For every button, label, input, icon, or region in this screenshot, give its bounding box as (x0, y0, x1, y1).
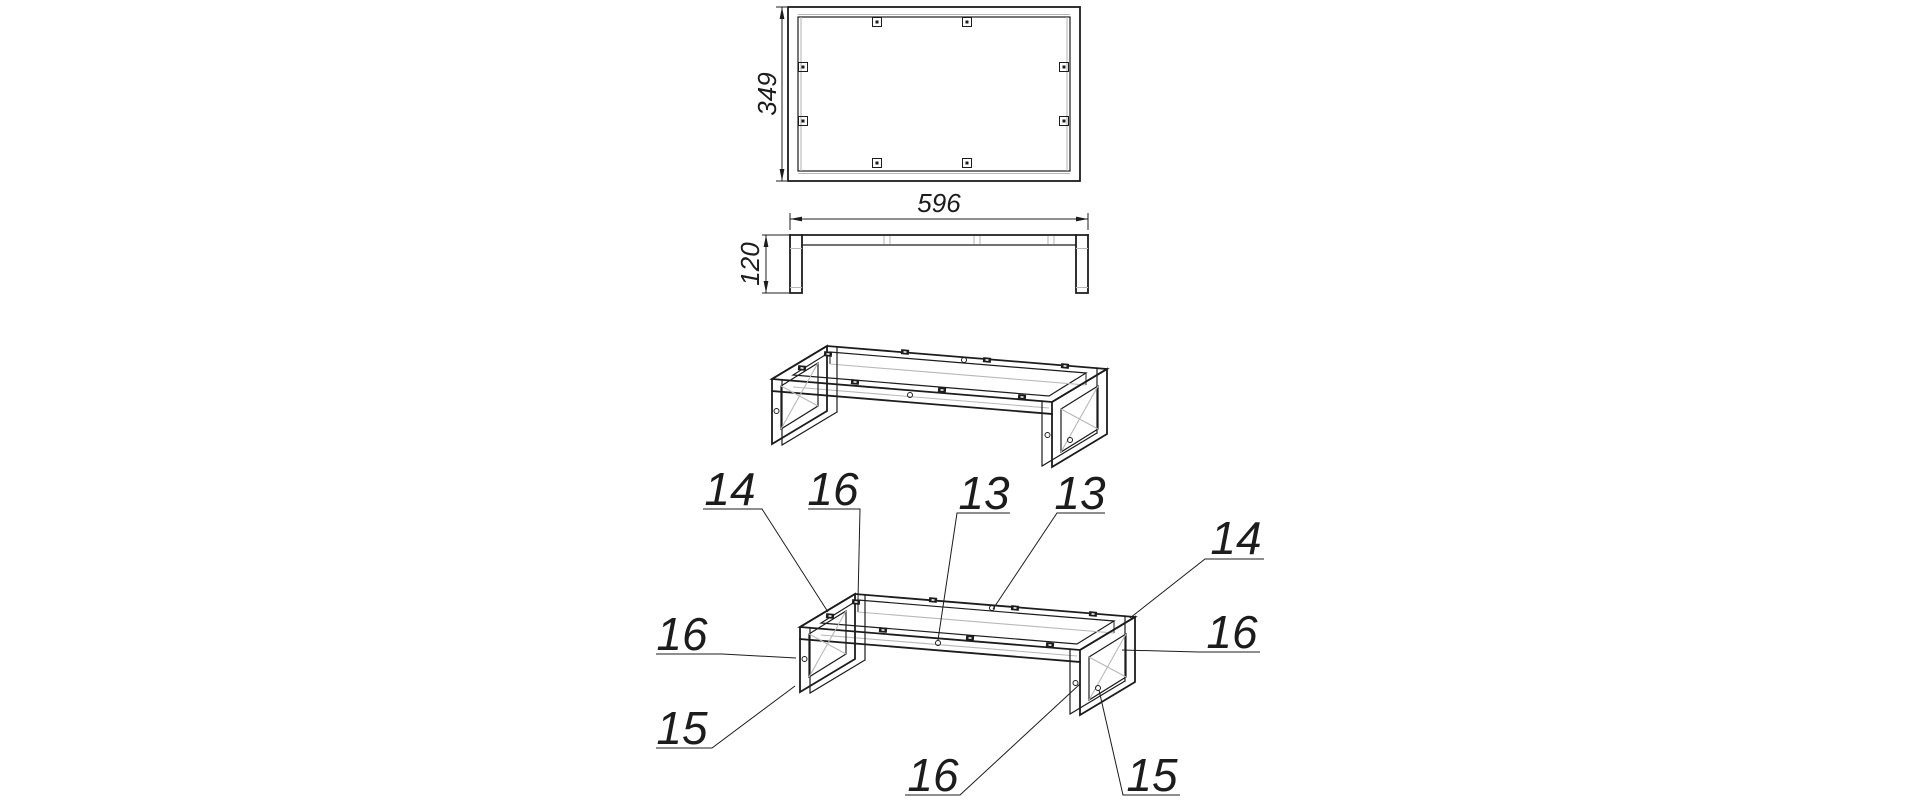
fastener-mark (826, 613, 834, 619)
fastener-mark (873, 159, 882, 168)
callout-15-bottom-right (1099, 690, 1180, 801)
fastener-mark (1046, 642, 1054, 648)
part-callouts (656, 463, 1264, 801)
fastener-mark (963, 159, 972, 168)
leader-line (993, 513, 1105, 609)
dimension-width-596 (790, 188, 1088, 230)
iso-top-face-outer (800, 594, 1135, 650)
part-number: 16 (807, 463, 859, 515)
callout-16-right (1122, 606, 1260, 658)
top-view (752, 7, 1080, 181)
isometric-frame-geometry (800, 594, 1135, 715)
front-view-left-leg (790, 235, 802, 293)
dimension-value: 349 (752, 72, 782, 116)
callout-13-upper-right (993, 467, 1106, 609)
isometric-view-middle (772, 346, 1107, 467)
leader-line (938, 513, 1010, 640)
arrowhead-icon (780, 169, 785, 181)
fastener-mark (966, 635, 974, 641)
dimension-height-120 (735, 235, 789, 293)
callout-16-left (656, 608, 796, 660)
dimension-value: 596 (917, 188, 961, 218)
callout-16-bottom (905, 684, 1080, 801)
part-number: 14 (1210, 512, 1262, 564)
leader-line (808, 509, 860, 600)
callout-15-left (656, 686, 795, 754)
part-number: 13 (1054, 467, 1106, 519)
screw-hole (802, 657, 807, 662)
dimension-value: 120 (735, 242, 765, 286)
part-number: 16 (656, 608, 708, 660)
fastener-mark (929, 597, 937, 603)
part-number: 15 (656, 702, 708, 754)
top-view-inner-outline (798, 17, 1070, 171)
callout-14-right (1130, 512, 1264, 618)
callout-13-upper-left (938, 467, 1010, 640)
arrowhead-icon (1076, 217, 1088, 222)
front-view-hidden-joint-lines (790, 236, 1088, 288)
iso-left-leg (800, 594, 865, 693)
fastener-mark (1011, 605, 1019, 611)
top-view-fastener-marks (799, 18, 1069, 168)
fastener-mark (852, 599, 860, 605)
fastener-mark (1089, 611, 1097, 617)
screw-hole (1073, 681, 1078, 686)
part-number: 13 (958, 467, 1010, 519)
leader-line (703, 509, 828, 612)
part-number: 14 (704, 463, 756, 515)
part-number: 15 (1126, 749, 1178, 801)
arrowhead-icon (790, 217, 802, 222)
top-view-outer-outline (788, 7, 1080, 181)
front-view (735, 188, 1088, 293)
top-view-hidden-joint-lines (798, 15, 1070, 174)
callout-16-upper (807, 463, 860, 600)
front-view-right-leg (1076, 235, 1088, 293)
dimension-depth-349 (752, 7, 787, 181)
fastener-mark (873, 18, 882, 27)
iso-right-leg (1070, 616, 1135, 715)
part-number: 16 (907, 749, 959, 801)
fastener-mark (963, 18, 972, 27)
part-number: 16 (1206, 606, 1258, 658)
arrowhead-icon (780, 7, 785, 19)
fastener-mark (799, 117, 808, 126)
fastener-mark (799, 63, 808, 72)
fastener-mark (879, 627, 887, 633)
